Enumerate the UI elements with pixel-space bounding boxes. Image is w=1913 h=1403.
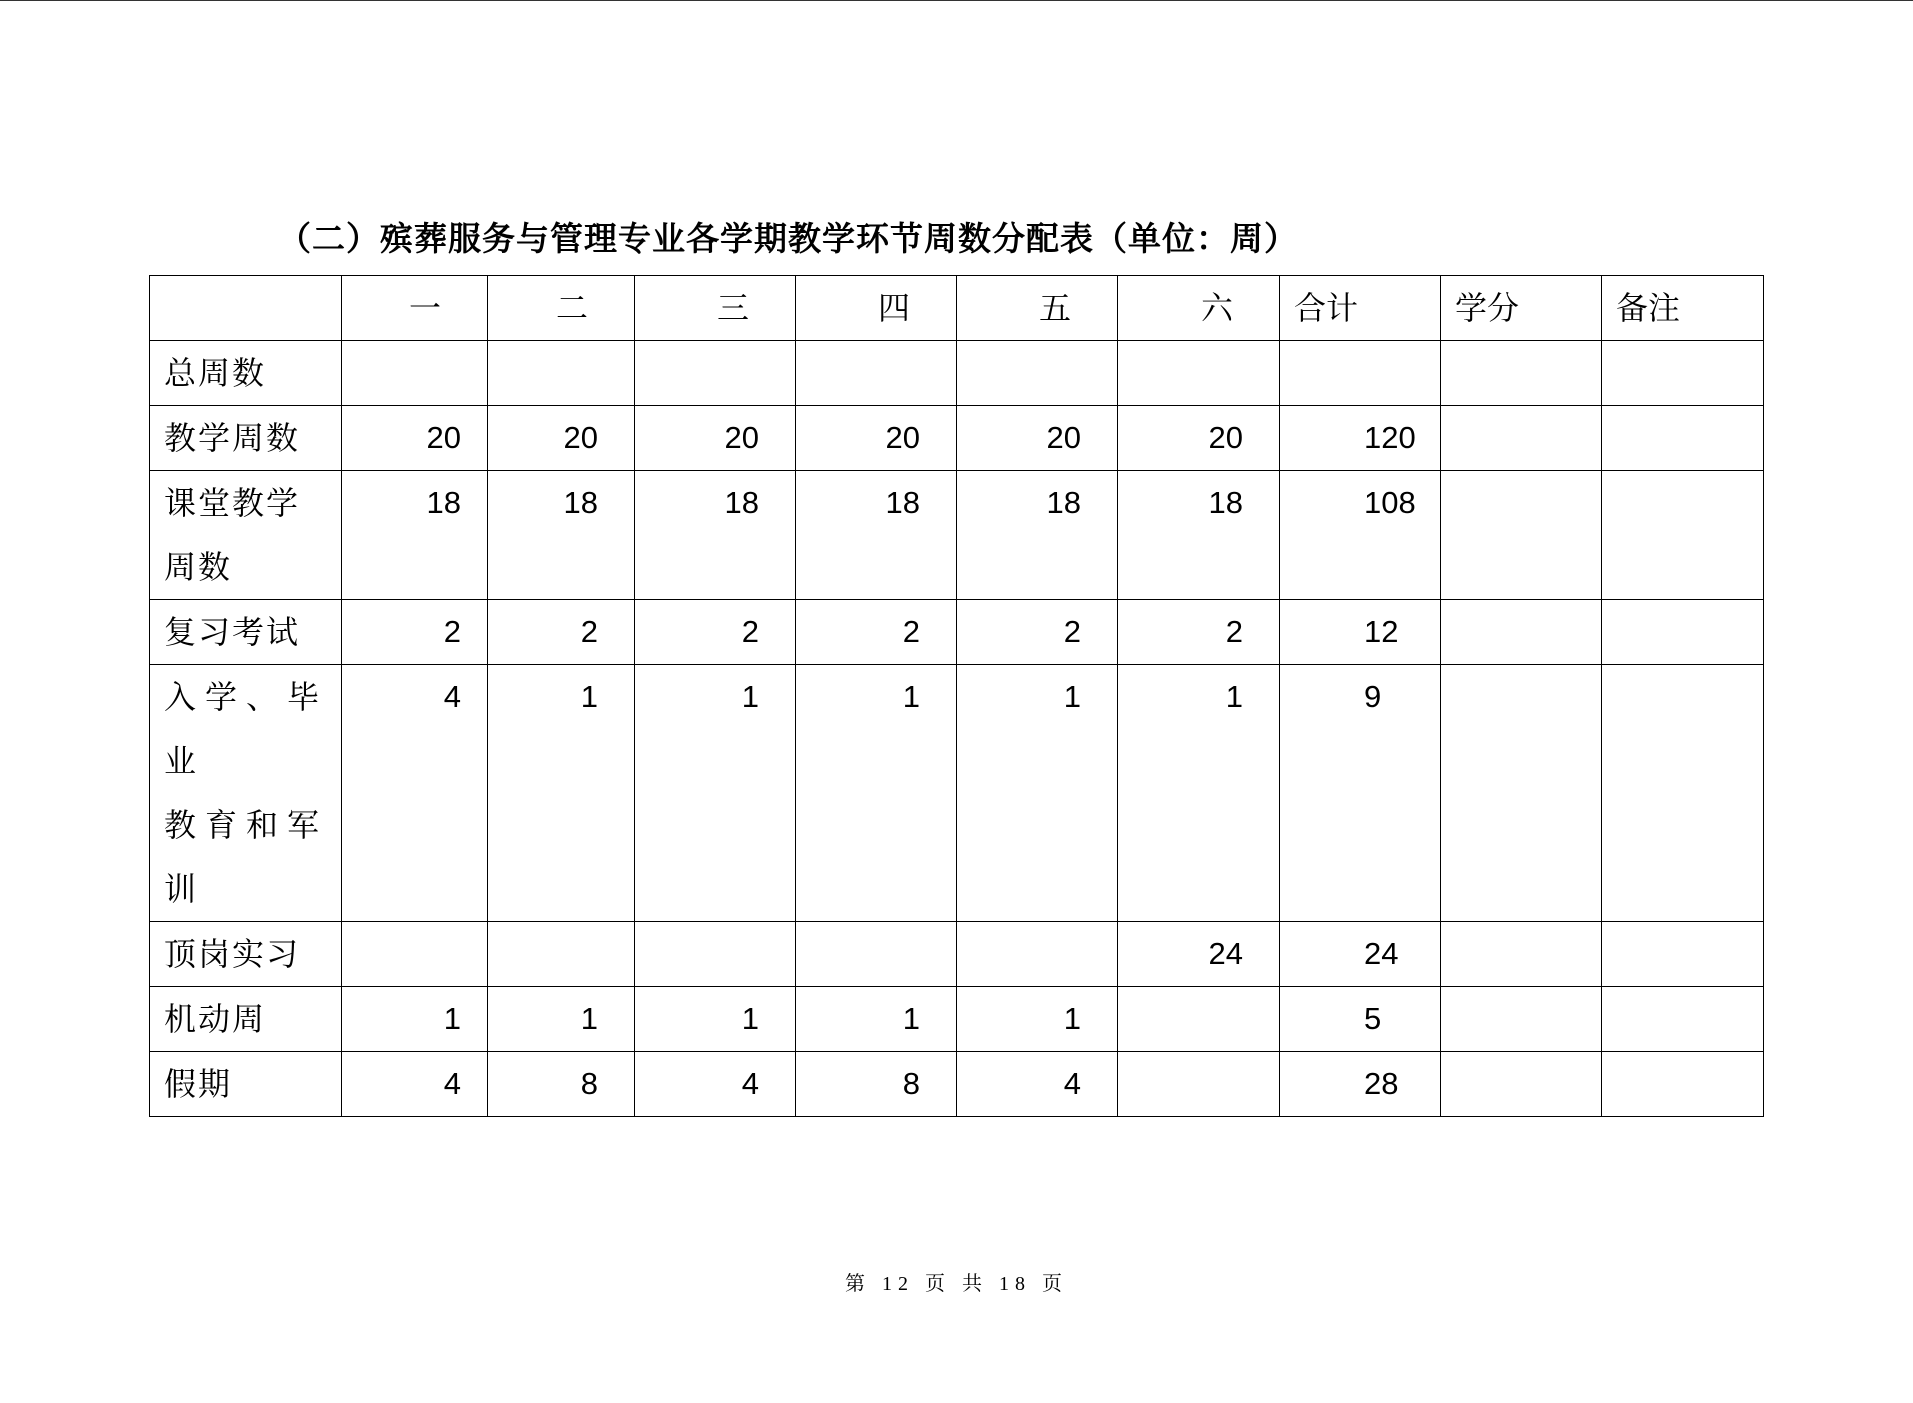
row-label: 机动周 [150, 987, 342, 1052]
semester-cell [957, 922, 1118, 987]
semester-cell [635, 341, 796, 406]
column-header: 五 [957, 276, 1118, 341]
semester-cell: 18 [635, 471, 796, 600]
semester-cell: 2 [796, 600, 957, 665]
table-row [150, 987, 1764, 1052]
total-cell: 120 [1280, 406, 1441, 471]
column-header: 四 [796, 276, 957, 341]
table-row [150, 1052, 1764, 1117]
semester-cell: 1 [488, 987, 635, 1052]
semester-cell: 20 [635, 406, 796, 471]
header-row [150, 276, 1764, 341]
semester-cell [488, 922, 635, 987]
remark-cell [1602, 987, 1764, 1052]
credit-cell [1441, 987, 1602, 1052]
semester-cell: 1 [957, 665, 1118, 922]
semester-cell: 20 [1118, 406, 1280, 471]
semester-cell: 1 [635, 665, 796, 922]
column-header: 学分 [1441, 276, 1602, 341]
semester-cell [342, 922, 488, 987]
total-cell: 108 [1280, 471, 1441, 600]
credit-cell [1441, 1052, 1602, 1117]
row-label: 教学周数 [150, 406, 342, 471]
semester-cell: 2 [488, 600, 635, 665]
semester-cell [1118, 1052, 1280, 1117]
remark-cell [1602, 600, 1764, 665]
semester-cell: 18 [957, 471, 1118, 600]
semester-cell: 2 [957, 600, 1118, 665]
total-cell: 12 [1280, 600, 1441, 665]
table-row [150, 600, 1764, 665]
semester-cell: 2 [342, 600, 488, 665]
credit-cell [1441, 600, 1602, 665]
table-row [150, 922, 1764, 987]
semester-cell: 1 [796, 665, 957, 922]
total-cell: 24 [1280, 922, 1441, 987]
semester-cell: 8 [488, 1052, 635, 1117]
table-row [150, 341, 1764, 406]
credit-cell [1441, 406, 1602, 471]
semester-cell: 20 [957, 406, 1118, 471]
semester-cell: 20 [488, 406, 635, 471]
semester-cell: 2 [635, 600, 796, 665]
semester-cell [342, 341, 488, 406]
semester-cell: 20 [342, 406, 488, 471]
column-header: 二 [488, 276, 635, 341]
row-label: 入学、毕业 教育和军 训 [150, 665, 342, 922]
row-label: 复习考试 [150, 600, 342, 665]
total-cell: 28 [1280, 1052, 1441, 1117]
semester-cell: 8 [796, 1052, 957, 1117]
remark-cell [1602, 665, 1764, 922]
semester-cell: 1 [796, 987, 957, 1052]
column-header: 六 [1118, 276, 1280, 341]
semester-cell [796, 922, 957, 987]
credit-cell [1441, 471, 1602, 600]
total-cell: 9 [1280, 665, 1441, 922]
row-label: 课堂教学 周数 [150, 471, 342, 600]
credit-cell [1441, 922, 1602, 987]
column-header: 三 [635, 276, 796, 341]
remark-cell [1602, 471, 1764, 600]
semester-cell: 1 [342, 987, 488, 1052]
row-label: 顶岗实习 [150, 922, 342, 987]
semester-cell: 4 [342, 665, 488, 922]
semester-cell: 1 [1118, 665, 1280, 922]
column-header: 一 [342, 276, 488, 341]
semester-cell [488, 341, 635, 406]
table-title: （二）殡葬服务与管理专业各学期教学环节周数分配表（单位：周） [278, 219, 1298, 258]
table-row [150, 665, 1764, 922]
credit-cell [1441, 341, 1602, 406]
column-header: 合计 [1280, 276, 1441, 341]
semester-cell: 24 [1118, 922, 1280, 987]
semester-cell: 1 [635, 987, 796, 1052]
semester-cell: 20 [796, 406, 957, 471]
semester-cell [796, 341, 957, 406]
semester-cell: 18 [796, 471, 957, 600]
remark-cell [1602, 922, 1764, 987]
column-header: 备注 [1602, 276, 1764, 341]
page-number: 第 12 页 共 18 页 [845, 1273, 1068, 1295]
remark-cell [1602, 1052, 1764, 1117]
semester-cell: 2 [1118, 600, 1280, 665]
semester-cell [1118, 341, 1280, 406]
credit-cell [1441, 665, 1602, 922]
semester-weeks-table [149, 275, 1764, 1117]
header-corner-cell [150, 276, 342, 341]
row-label: 总周数 [150, 341, 342, 406]
semester-cell: 18 [1118, 471, 1280, 600]
semester-cell [635, 922, 796, 987]
total-cell: 5 [1280, 987, 1441, 1052]
semester-cell [1118, 987, 1280, 1052]
semester-cell: 18 [488, 471, 635, 600]
row-label: 假期 [150, 1052, 342, 1117]
semester-cell: 4 [635, 1052, 796, 1117]
table-row [150, 471, 1764, 600]
semester-cell: 1 [488, 665, 635, 922]
total-cell [1280, 341, 1441, 406]
table-row [150, 406, 1764, 471]
remark-cell [1602, 406, 1764, 471]
remark-cell [1602, 341, 1764, 406]
semester-cell [957, 341, 1118, 406]
semester-cell: 4 [957, 1052, 1118, 1117]
semester-cell: 4 [342, 1052, 488, 1117]
semester-cell: 18 [342, 471, 488, 600]
semester-cell: 1 [957, 987, 1118, 1052]
